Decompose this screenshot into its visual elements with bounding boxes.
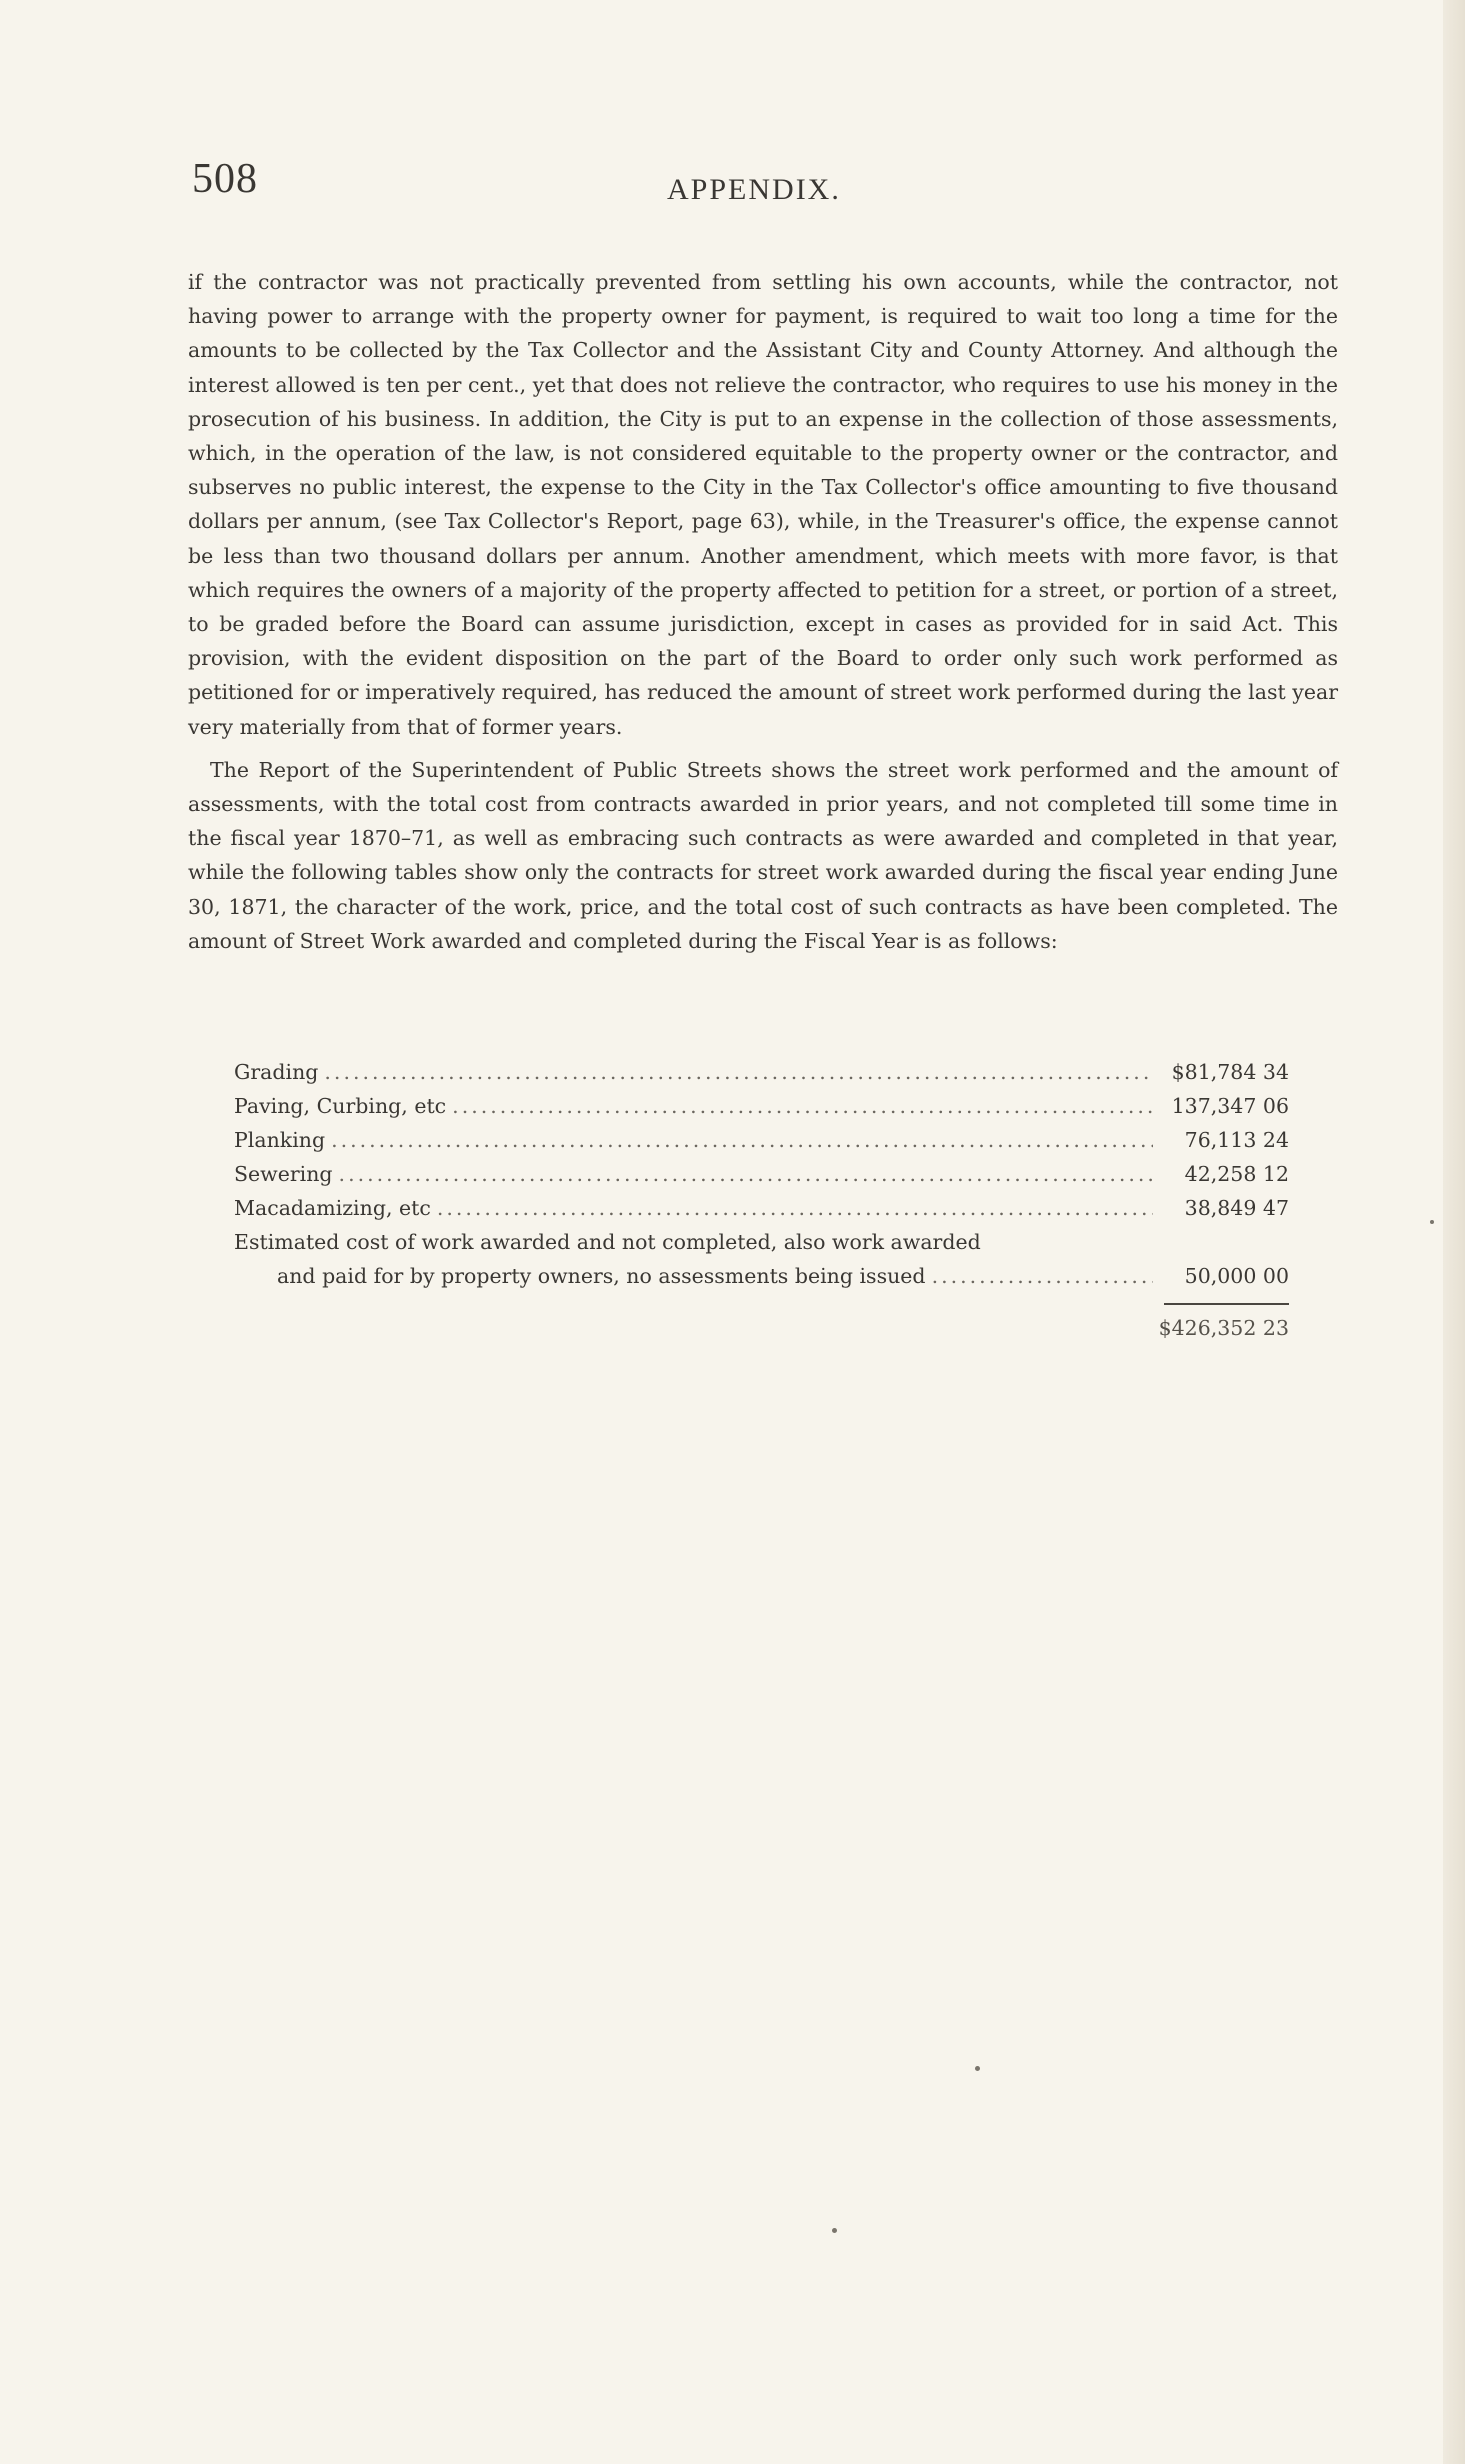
running-head: APPENDIX. — [667, 173, 841, 206]
street-work-ledger — [234, 1055, 1289, 1345]
total-rule — [1164, 1303, 1289, 1305]
print-speck — [832, 2228, 837, 2233]
print-speck — [975, 2066, 980, 2071]
ledger-total: $426,352 23 — [1158, 1316, 1289, 1340]
ledger-row-grading — [234, 1055, 1289, 1089]
dot-leader — [452, 1089, 1153, 1123]
paragraph-1: if the contractor was not practically prevented from settling his own accounts, while the contractor, not having power to arrange with the property owner for payment, is required to wait too long a time for the amounts to be collected by the Tax Collector and the Assistant City and County Attorney. And although the interest allowed is ten per cent., yet that does not relieve the contractor, who requires to use his money in the prosecution of his business. In addition, the City is put to an expense in the collection of those assessments, which, in the operation of the law, is not considered equitable to the property owner or the contractor, and subserves no public interest, the expense to the City in the Tax Collector's office amounting to five thousand dollars per annum, (see Tax Collector's Report, page 63), while, in the Treasurer's office, the expense cannot be less than two thousand dollars per annum. Another amendment, which meets with more favor, is that which requires the owners of a majority of the property affected to petition for a street, or portion of a street, to be graded before the Board can assume jurisdiction, except in cases as provided for in said Act. This provision, with the evident disposition on the part of the Board to order only such work performed as petitioned for or imperatively required, has reduced the amount of street work performed during the last year very materially from that of former years. — [188, 270, 1338, 739]
ledger-label: Grading — [234, 1060, 319, 1084]
ledger-row-macadamizing — [234, 1191, 1289, 1225]
ledger-amount: 137,347 06 — [1171, 1094, 1289, 1118]
dot-leader — [437, 1191, 1153, 1225]
page-number: 508 — [192, 156, 258, 202]
ledger-label: Planking — [234, 1128, 326, 1152]
dot-leader — [331, 1123, 1153, 1157]
ledger-amount: $81,784 34 — [1171, 1060, 1289, 1084]
page-edge-shadow — [1443, 0, 1465, 2464]
dot-leader — [324, 1055, 1153, 1089]
ledger-amount: 38,849 47 — [1184, 1196, 1289, 1220]
ledger-row-estimated — [234, 1225, 1289, 1293]
dot-leader — [339, 1157, 1153, 1191]
dot-leader — [932, 1259, 1153, 1293]
ledger-row-sewering — [234, 1157, 1289, 1191]
ledger-label: Macadamizing, etc — [234, 1196, 431, 1220]
ledger-label: Sewering — [234, 1162, 333, 1186]
ledger-estimated-line2-row — [234, 1259, 1289, 1293]
print-speck — [1430, 1220, 1434, 1224]
ledger-amount: 42,258 12 — [1184, 1162, 1289, 1186]
page-header — [192, 155, 1342, 215]
paragraph-2: The Report of the Superintendent of Public Streets shows the street work performed and the amount of assessments, with the total cost from contracts awarded in prior years, and not completed till some time in the fiscal year 1870–71, as well as embracing such contracts as were awarded and completed in that year, while the following tables show only the contracts for street work awarded during the fiscal year ending June 30, 1871, the character of the work, price, and the total cost of such contracts as have been completed. The amount of Street Work awarded and completed during the Fiscal Year is as follows: — [188, 757, 1338, 953]
ledger-row-paving — [234, 1089, 1289, 1123]
ledger-amount: 76,113 24 — [1184, 1128, 1289, 1152]
body-text — [188, 265, 1338, 958]
ledger-label-line2: and paid for by property owners, no assessments being issued — [277, 1264, 926, 1288]
ledger-row-planking — [234, 1123, 1289, 1157]
ledger-label: Paving, Curbing, etc — [234, 1094, 447, 1118]
ledger-label-line1: Estimated cost of work awarded and not completed, also work awarded — [234, 1230, 981, 1254]
ledger-amount: 50,000 00 — [1184, 1264, 1289, 1288]
